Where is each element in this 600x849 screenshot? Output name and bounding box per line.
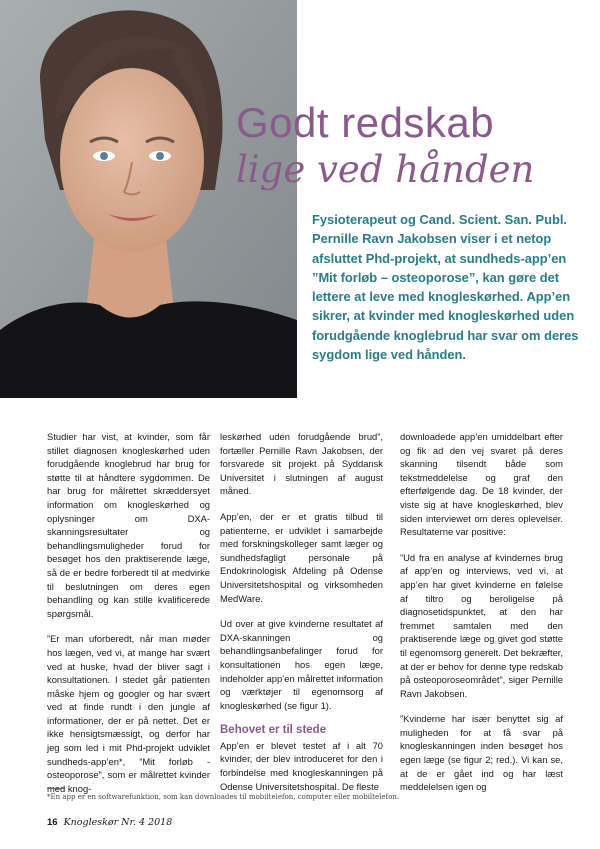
paragraph: App’en er blevet testet af i alt 70 kvinder, der blev introduceret for den i forbindelse med knogleskanningen på Odense Universitetshospital. De fleste [220,739,383,792]
column-2 [220,430,383,805]
paragraph: Studier har vist, at kvinder, som får stillet diagnosen knogleskørhed uden forudgående knoglebrud har brug for støtte til at håndtere sygdommen. De har brug for målrettet skræddersyet information om knogleskørhed og oplysninger om DXA-skanningsresultater og behandlingsmuligheder forud for besøget hos den praktiserende læge, så de er bedre forberedt til at medvirke til beslutningen om deres egen behandling og kan stille kvalificerede spørgsmål. [47,431,210,619]
headline-line1: Godt redskab [236,99,495,146]
portrait-photo [0,0,297,398]
paragraph: ”Er man uforberedt, når man møder hos lægen, ved vi, at mange har svært ved at huske, hvad der bliver sagt i konsultationen. I stedet går patienten måske hjem og googler og har svært ved at finde rundt i den jungle af informationer, der er på nettet. Det er ikke hensigtsmæssigt, og derfor har jeg som led i mit Phd-projekt udviklet sundheds-app’en*, ”Mit forløb - osteoporose”, som er målrettet kvinder med knog- [47,633,210,794]
column-3 [400,430,563,806]
paragraph: ”Ud fra en analyse af kvindernes brug af app’en og interviews, ved vi, at app’en har givet kvinderne en følelse af tiltro og beroligelse på diagnosetidspunktet, at den har fremmet samtalen med den praktiserende læge og givet god støtte til egenomsorg generelt. Det bekræfter, at der er behov for denne type redskab på osteoporoseområdet”, siger Pernille Ravn Jakobsen. [400,551,563,699]
footnote-rule [47,788,65,789]
page-number: 16 [47,817,58,828]
paragraph: Ud over at give kvinderne resultatet af DXA-skanningen og behandlingsanbefalinger forud for konsultationen hos egen læge, indeholder app’en målrettet information og værktøjer til egenomsorg af knogleskørhed (se figur 1). [220,618,383,711]
column-1 [47,430,210,807]
magazine-issue: Knogleskør Nr. 4 2018 [63,817,173,828]
lead-paragraph: Fysioterapeut og Cand. Scient. San. Publ. Pernille Ravn Jakobsen viser i et netop afsluttet Phd-projekt, at sundheds-app’en ”Mit forløb – osteoporose”, kan gøre det lettere at leve med knogleskørhed. App’en sikrer, at kvinder med knogleskørhed uden forudgående knoglebrud har svar om deres sygdom lige ved hånden. [312,212,579,363]
paragraph: leskørhed uden forudgående brud”, fortæller Pernille Ravn Jakobsen, der forsvarede sit projekt på Syddansk Universitet i slutningen af august måned. [220,431,383,497]
section-subheading: Behovet er til stede [220,724,327,737]
headline-line2: lige ved hånden [236,148,535,191]
paragraph: ”Kvinderne har især benyttet sig af muligheden for at få svar på knogleskanningen inden besøget hos egen læge (se figur 2; red.). Vi kan se, at de er gået ind og har læst meddelelsen igen og [400,713,563,793]
paragraph: downloadede app’en umiddelbart efter og fik ad den vej svaret på deres skanning tilsendt både som tekstmeddelelse og graf den efterfølgende dag. De 18 kvinder, der viste sig at have knogleskørhed, blev siden interviewet om deres oplevelser. Resultaterne var positive: [400,431,563,538]
article-body [47,430,577,794]
paragraph: App’en, der er et gratis tilbud til patienterne, er udviklet i samarbejde med forskningskolleger samt læger og sundhedsfagligt personale på Endokrinologisk Afdeling på Odense Universitetshospital og virksomheden MedWare. [220,510,383,604]
footnote: *En app er en softwarefunktion, som kan downloades til mobiltelefon, computer eller mobiltelefon. [47,793,400,801]
page-footer [47,817,172,828]
portrait-illustration [0,0,297,398]
